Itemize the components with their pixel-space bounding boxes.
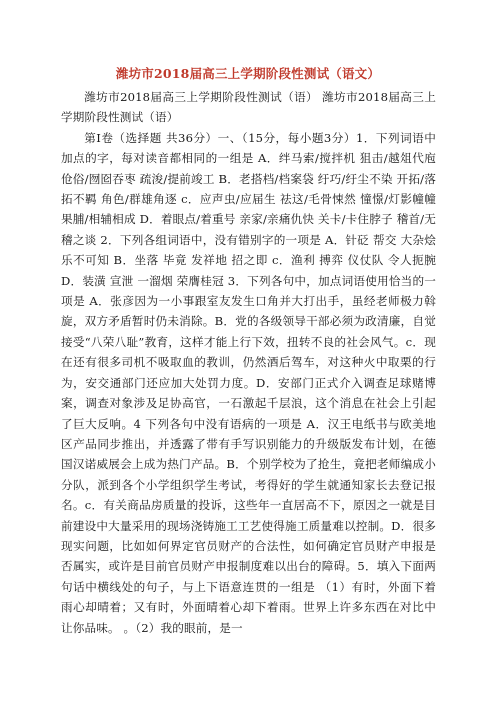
document-body <box>61 87 436 638</box>
paragraph-intro: 潍坊市2018届高三上学期阶段性测试（语） 潍坊市2018届高三上学期阶段性测试（语） <box>61 90 436 125</box>
paragraph-questions: 第Ⅰ卷（选择题 共36分）一、（15分，每小题3分）1．下列词语中加点的字，每对读音都相同的一组是 A．绊马索/搅拌机 狙击/越俎代庖 伧俗/囫囵吞枣 疏浚/提前竣工 B．老搭档/档案袋 纡巧/纡尘不染 开拓/落拓不羁 角色/群雄角逐 c．应声虫/应届生 祛这/毛骨悚然 憧憬/灯影幢幢 果脯/相辅相成 D．着眼点/着重号 亲家/亲痛仇快 关卡/卡住脖子 稽首/无稽之谈 2．下列各组词语中，没有错别字的一项是 A．针砭 帮交 大杂烩 乐不可知 B．坐落 毕竟 发祥地 招之即 c．渔利 搏弈 仪仗队 令人扼腕 D．装潢 宣泄 一溜烟 荣膺桂冠 3．下列各句中，加点词语使用恰当的一项是 A．张彦因为一小事跟室友发生口角并大打出手，虽经老师极力斡旋，双方矛盾暂时仍未消除。B．党的各级领导干部必须为政清廉，自觉接受“八荣八耻”教育，这样才能上行下效，扭转不良的社会风气。c．现在还有很多司机不吸取血的教训，仍然酒后驾车，对这种火中取栗的行为，安交通部门还应加大处罚力度。D．安部门正式介入调查足球赌博案，调查对象涉及足协高官，一石激起千层浪，这个消息在社会上引起了巨大反响。4 下列各句中没有语病的一项是 A．汉王电纸书与欧美地区产品同步推出，并透露了带有手写识别能力的升级版发布计划，在德国汉诺威展会上成为热门产品。B．个别学校为了抢生，竟把老师编成小分队，派到各个小学组织学生考试，考得好的学生就通知家长去登记报名。c．有关商品房质量的投诉，这些年一直居高不下，原因之一就是目前建设中大量采用的现场浇铸施工工艺使得施工质量难以控制。D．很多现实问题，比如如何界定官员财产的合法性，如何确定官员财产申报是否属实，或许是目前官员财产申报制度难以出台的障碍。5．填入下面两句话中横线处的句子，与上下语意连贯的一组是 （1）有时，外面下着雨心却晴着；又有时，外面晴着心却下着雨。世界上许多东西在对比中让你品味。 。（2）我的眼前，是一 <box>61 130 436 635</box>
document-title: 潍坊市2018届高三上学期阶段性测试（语文） <box>115 66 381 81</box>
